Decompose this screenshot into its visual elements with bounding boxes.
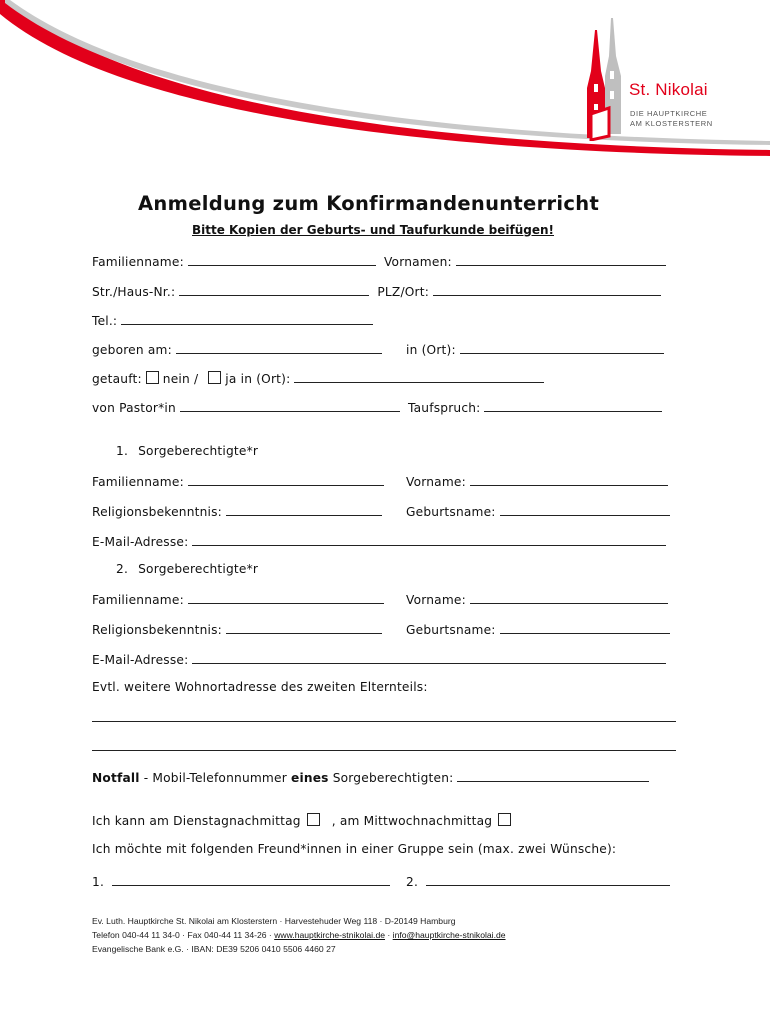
church-towers-icon: [583, 16, 633, 141]
guardian1-title: Sorgeberechtigte*r: [138, 444, 259, 458]
label-vorname: Vorname:: [406, 475, 466, 489]
row-child-address: [92, 283, 661, 299]
input-emergency[interactable]: [457, 769, 649, 782]
label-religion: Religionsbekenntnis:: [92, 623, 222, 637]
guardian2-row-vorname: [406, 591, 668, 607]
label-familienname: Familienname:: [92, 255, 184, 269]
label-geboren: geboren am:: [92, 343, 172, 357]
footer-line2: [92, 930, 506, 940]
checkbox-wednesday[interactable]: [498, 813, 511, 826]
input-email[interactable]: [192, 651, 666, 664]
label-taufspruch: Taufspruch:: [408, 401, 481, 415]
label-getauft: getauft:: [92, 372, 142, 386]
input-in-ort[interactable]: [460, 341, 664, 354]
label-vorname: Vorname:: [406, 593, 466, 607]
logo-line2: AM KLOSTERSTERN: [630, 119, 713, 128]
label-tuesday: Ich kann am Dienstagnachmittag: [92, 814, 301, 828]
input-friend2[interactable]: [426, 873, 670, 886]
checkbox-nein[interactable]: [146, 371, 159, 384]
row-child-baptized: [92, 370, 544, 386]
guardian1-number: 1.: [116, 444, 129, 458]
guardian2-row-geburtsname: [406, 621, 670, 637]
second-address-line2[interactable]: [92, 750, 676, 751]
input-geburtsname[interactable]: [500, 621, 670, 634]
input-email[interactable]: [192, 533, 666, 546]
label-plz: PLZ/Ort:: [377, 285, 430, 299]
page-title: Anmeldung zum Konfirmandenunterricht: [138, 192, 600, 215]
input-friend1[interactable]: [112, 873, 390, 886]
row-child-pastor: [92, 399, 662, 415]
row-emergency: [92, 769, 649, 785]
label-ja: ja in (Ort):: [225, 372, 291, 386]
label-friend1: 1.: [92, 875, 105, 889]
page-subtitle: Bitte Kopien der Geburts- und Taufurkunde beifügen!: [192, 223, 554, 237]
second-address-line1[interactable]: [92, 721, 676, 722]
logo-line1: DIE HAUPTKIRCHE: [630, 109, 708, 118]
footer-sep: ·: [385, 930, 393, 940]
label-vornamen: Vornamen:: [383, 255, 452, 269]
input-geboren[interactable]: [176, 341, 382, 354]
footer-line1: Ev. Luth. Hauptkirche St. Nikolai am Klosterstern · Harvestehuder Weg 118 · D-20149 Hamburg: [92, 916, 456, 926]
guardian2-row-religion: [92, 621, 382, 637]
guardian1-row-religion: [92, 503, 382, 519]
label-pastor: von Pastor*in: [92, 401, 176, 415]
label-email: E-Mail-Adresse:: [92, 653, 189, 667]
input-geburtsname[interactable]: [500, 503, 670, 516]
row-child-birthplace: [406, 341, 664, 357]
guardian2-heading: [116, 562, 258, 576]
row-friend1: [92, 873, 390, 889]
label-religion: Religionsbekenntnis:: [92, 505, 222, 519]
label-familienname: Familienname:: [92, 593, 184, 607]
row-days: [92, 813, 515, 828]
label-familienname: Familienname:: [92, 475, 184, 489]
guardian1-heading: [116, 444, 258, 458]
input-pastor[interactable]: [180, 399, 400, 412]
input-ja-ort[interactable]: [294, 370, 544, 383]
label-wednesday: , am Mittwochnachmittag: [331, 814, 493, 828]
footer-email-link[interactable]: info@hauptkirche-stnikolai.de: [392, 930, 506, 940]
emergency-bold2: eines: [291, 771, 329, 785]
label-strasse: Str./Haus-Nr.:: [92, 285, 176, 299]
guardian1-row-name: [92, 473, 384, 489]
emergency-text1: - Mobil-Telefonnummer: [139, 771, 291, 785]
input-vornamen[interactable]: [456, 253, 666, 266]
guardian2-row-email: [92, 651, 666, 667]
input-strasse[interactable]: [179, 283, 369, 296]
guardian2-title: Sorgeberechtigte*r: [138, 562, 259, 576]
guardian1-row-email: [92, 533, 666, 549]
guardian1-row-geburtsname: [406, 503, 670, 519]
input-plz[interactable]: [433, 283, 661, 296]
label-tel: Tel.:: [92, 314, 118, 328]
emergency-text2: Sorgeberechtigten:: [328, 771, 454, 785]
label-geburtsname: Geburtsname:: [406, 623, 496, 637]
label-email: E-Mail-Adresse:: [92, 535, 189, 549]
label-in-ort: in (Ort):: [406, 343, 456, 357]
label-nein: nein /: [162, 372, 199, 386]
logo: [583, 16, 733, 141]
row-friend2: [406, 873, 670, 889]
row-child-name: [92, 253, 666, 269]
input-religion[interactable]: [226, 503, 382, 516]
input-familienname[interactable]: [188, 591, 384, 604]
label-friend2: 2.: [406, 875, 419, 889]
input-vorname[interactable]: [470, 591, 668, 604]
guardian1-row-vorname: [406, 473, 668, 489]
input-taufspruch[interactable]: [484, 399, 662, 412]
input-religion[interactable]: [226, 621, 382, 634]
label-geburtsname: Geburtsname:: [406, 505, 496, 519]
footer-line3: Evangelische Bank e.G. · IBAN: DE39 5206 0410 5506 4460 27: [92, 944, 336, 954]
logo-name: St. Nikolai: [629, 80, 708, 99]
footer-website-link[interactable]: www.hauptkirche-stnikolai.de: [274, 930, 386, 940]
emergency-bold: Notfall: [92, 771, 140, 785]
footer-phone: Telefon 040-44 11 34-0 · Fax 040-44 11 34-26 ·: [92, 930, 275, 940]
input-familienname[interactable]: [188, 473, 384, 486]
input-familienname[interactable]: [188, 253, 376, 266]
friends-text: Ich möchte mit folgenden Freund*innen in einer Gruppe sein (max. zwei Wünsche):: [92, 842, 617, 856]
row-child-tel: [92, 312, 373, 328]
second-address-label: Evtl. weitere Wohnortadresse des zweiten Elternteils:: [92, 680, 428, 694]
input-vorname[interactable]: [470, 473, 668, 486]
guardian2-number: 2.: [116, 562, 129, 576]
checkbox-tuesday[interactable]: [307, 813, 320, 826]
row-child-birth: [92, 341, 382, 357]
guardian2-row-name: [92, 591, 384, 607]
input-tel[interactable]: [121, 312, 373, 325]
checkbox-ja[interactable]: [208, 371, 221, 384]
